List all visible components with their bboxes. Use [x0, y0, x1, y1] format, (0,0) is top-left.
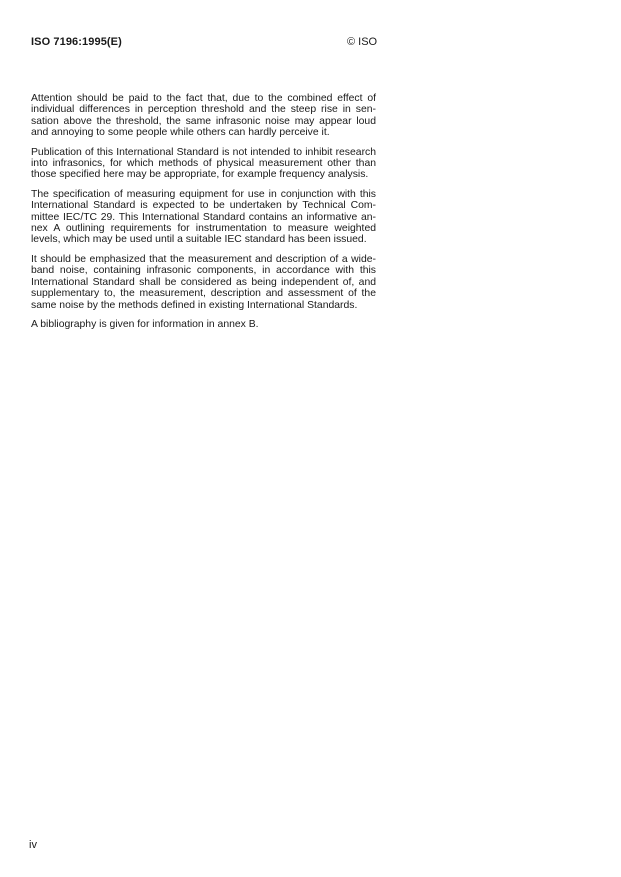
body-text: [31, 93, 376, 338]
paragraph-bibliography: A bibliography is given for information in annex B.: [31, 318, 259, 330]
paragraph-publication: Publication of this International Standard is not intended to inhibit research into infrasonics, for which methods of physical measurement other than those specified here may be appropriate, for example frequency analysis.: [31, 146, 376, 181]
paragraph-emphasis: It should be emphasized that the measurement and description of a wide-band noise, containing infrasonic components, in accordance with this International Standard shall be considered as being independent of, and supplementary to, the measurement, description and assessment of the same noise by the methods defined in existing International Standards.: [31, 253, 376, 311]
document-id: ISO 7196:1995(E): [31, 36, 122, 48]
copyright-notice: © ISO: [347, 36, 378, 48]
paragraph-specification: The specification of measuring equipment for use in conjunction with this International Standard is expected to be undertaken by Technical Committee IEC/TC 29. This International Standard contains an informative annex A outlining requirements for instrumentation to measure weighted levels, which may be used until a suitable IEC standard has been issued.: [31, 188, 376, 246]
page-number: iv: [29, 839, 37, 851]
paragraph-attention: Attention should be paid to the fact that, due to the combined effect of individual differences in perception threshold and the steep rise in sensation above the threshold, the same infrasonic noise may appear loud and annoying to some people while others can hardly perceive it.: [31, 93, 376, 139]
